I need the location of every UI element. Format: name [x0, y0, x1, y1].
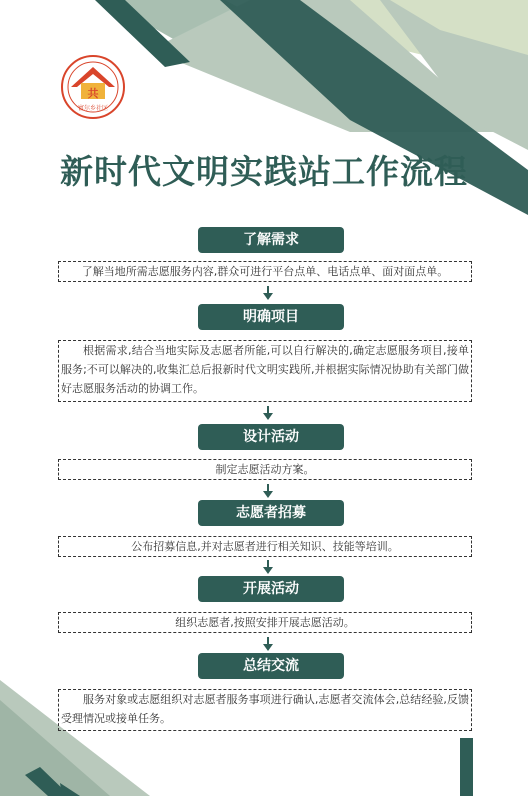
- step-desc-2: 根据需求,结合当地实际及志愿者所能,可以自行解决的,确定志愿服务项目,接单服务;不可以解决的,收集汇总后报新时代文明实践所,并根据实际情况协助有关部门做好志愿服务活动的协调工作。: [58, 340, 472, 402]
- step-desc-1: 了解当地所需志愿服务内容,群众可进行平台点单、电话点单、面对面点单。: [58, 261, 472, 282]
- step-label-1: 了解需求: [198, 227, 344, 253]
- svg-text:共: 共: [87, 87, 99, 100]
- arrow-down-icon: [263, 484, 273, 498]
- step-desc-4: 公布招募信息,并对志愿者进行相关知识、技能等培训。: [58, 536, 472, 557]
- step-label-4: 志愿者招募: [198, 500, 344, 526]
- step-desc-3: 制定志愿活动方案。: [58, 459, 472, 480]
- page-title: 新时代文明实践站工作流程: [60, 152, 468, 191]
- step-label-5: 开展活动: [198, 576, 344, 602]
- step-desc-5: 组织志愿者,按照安排开展志愿活动。: [58, 612, 472, 633]
- step-label-6: 总结交流: [198, 653, 344, 679]
- arrow-down-icon: [263, 560, 273, 574]
- step-label-3: 设计活动: [198, 424, 344, 450]
- arrow-down-icon: [263, 406, 273, 420]
- arrow-down-icon: [263, 637, 273, 651]
- logo-caption: 富尔乡社区: [77, 105, 109, 112]
- step-desc-6: 服务对象或志愿组织对志愿者服务事项进行确认,志愿者交流体会,总结经验,反馈受理情况或接单任务。: [58, 689, 472, 731]
- step-label-2: 明确项目: [198, 304, 344, 330]
- arrow-down-icon: [263, 286, 273, 300]
- logo: [59, 53, 127, 121]
